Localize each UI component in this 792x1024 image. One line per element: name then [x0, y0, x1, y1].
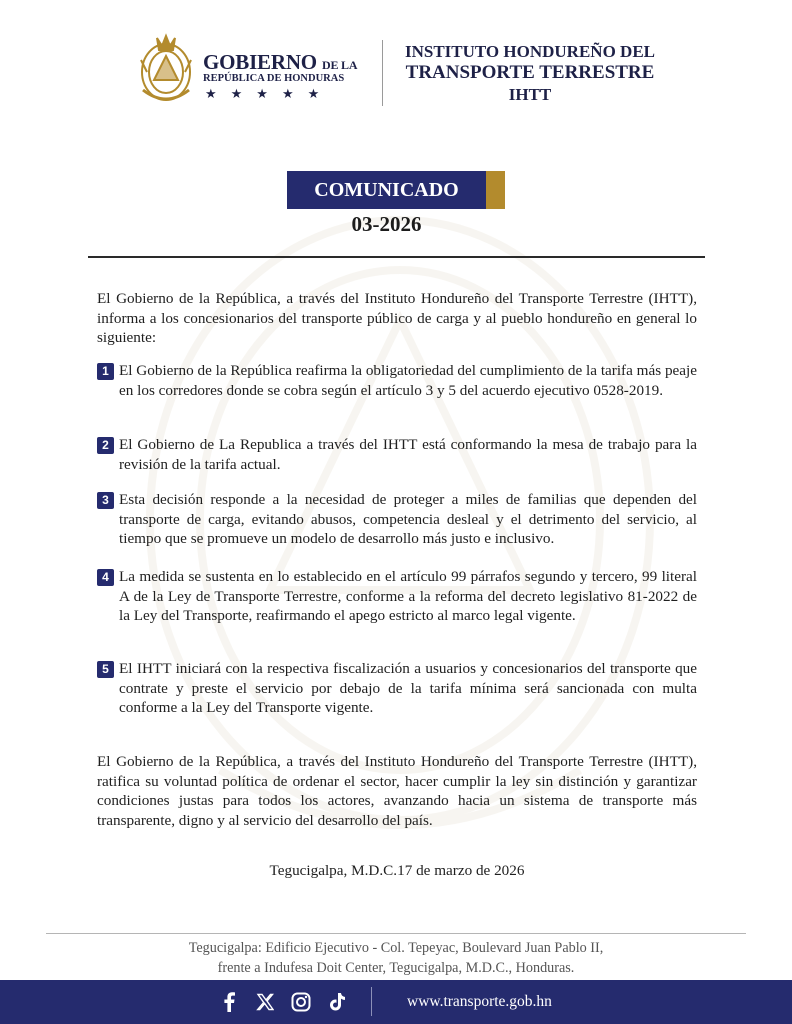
footer-bar: [0, 980, 792, 1024]
footer-address: [46, 938, 746, 978]
gov-subtitle: REPÚBLICA DE HONDURAS: [203, 73, 345, 84]
banner-accent: [486, 171, 505, 209]
comunicado-number: 03-2026: [351, 212, 422, 236]
stars-icon: ★★★★★: [205, 87, 334, 102]
government-logo-text: [203, 50, 373, 102]
item-text: Esta decisión responde a la necesidad de proteger a miles de familias que dependen del transporte de carga, evitando abusos, competencia desleal y el detrimento del servicio, al tiempo que se promueve un modelo de desarrollo más justo e inclusivo.: [119, 491, 697, 547]
item-number-badge: 1: [97, 363, 114, 380]
facebook-icon[interactable]: [218, 991, 240, 1013]
comunicado-label: COMUNICADO: [314, 179, 459, 201]
closing-paragraph: El Gobierno de la República, a través del Instituto Hondureño del Transporte Terrestre (IHTT), ratifica su voluntad política de ordenar el sector, hacer cumplir la ley sin distinción y garantizar condiciones justas para todos los actores, avanzando hacia un sistema de transporte más transparente, digno y al servicio del desarrollo del país.: [97, 753, 697, 829]
item-number-badge: 4: [97, 569, 114, 586]
intro-paragraph: El Gobierno de la República, a través del Instituto Hondureño del Transporte Terrestre (IHTT), informa a los concesionarios del transporte público de carga y al pueblo hondureño en general lo siguiente:: [97, 290, 697, 346]
item-text: El Gobierno de La Republica a través del IHTT está conformando la mesa de trabajo para la revisión de la tarifa actual.: [119, 436, 697, 473]
list-item: [97, 567, 697, 626]
institute-line1: INSTITUTO HONDUREÑO DEL: [404, 42, 656, 61]
item-number-badge: 3: [97, 492, 114, 509]
comunicado-banner: [287, 171, 505, 209]
list-item: [97, 659, 697, 718]
institute-line2: TRANSPORTE TERRESTRE: [405, 62, 655, 83]
address-line2: frente a Indufesa Doit Center, Tegucigalpa, M.D.C., Honduras.: [217, 960, 575, 976]
item-text: El Gobierno de la República reafirma la obligatoriedad del cumplimiento de la tarifa más peaje en los corredores donde se cobra según el artículo 3 y 5 del acuerdo ejecutivo 0528-2019.: [119, 362, 697, 399]
social-links: [218, 990, 348, 1014]
date-line: Tegucigalpa, M.D.C.17 de marzo de 2026: [269, 862, 525, 879]
instagram-icon[interactable]: [290, 991, 312, 1013]
page-header: [135, 30, 675, 110]
title-divider: [88, 256, 705, 258]
item-text: El IHTT iniciará con la respectiva fiscalización a usuarios y concesionarios del transporte que contrate y preste el servicio por debajo de la tarifa mínima será sancionada con multa conforme a la Ley del Transporte vigente.: [119, 660, 697, 716]
list-item: [97, 435, 697, 474]
header-divider: [382, 40, 383, 106]
institute-name: [385, 42, 675, 105]
honduras-seal-icon: [135, 30, 197, 108]
item-number-badge: 5: [97, 661, 114, 678]
tiktok-icon[interactable]: [326, 991, 348, 1013]
gov-title: GOBIERNO: [203, 50, 317, 74]
x-icon[interactable]: [254, 991, 276, 1013]
institute-line3: IHTT: [508, 85, 552, 104]
list-item: [97, 361, 697, 400]
website-link[interactable]: www.transporte.gob.hn: [407, 993, 552, 1010]
item-text: La medida se sustenta en lo establecido en el artículo 99 párrafos segundo y tercero, 99 literal A de la Ley de Transporte Terrestre, conforme a la reforma del decreto legislativo 81-2022 de la Ley del Transporte, reafirmando el apego estricto al marco legal vigente.: [119, 568, 697, 624]
gov-title-small: DE LA: [321, 58, 358, 72]
footer-bar-divider: [371, 987, 372, 1016]
address-line1: Tegucigalpa: Edificio Ejecutivo - Col. Tepeyac, Boulevard Juan Pablo II,: [188, 940, 604, 956]
footer-divider: [46, 933, 746, 934]
item-number-badge: 2: [97, 437, 114, 454]
list-item: [97, 490, 697, 549]
